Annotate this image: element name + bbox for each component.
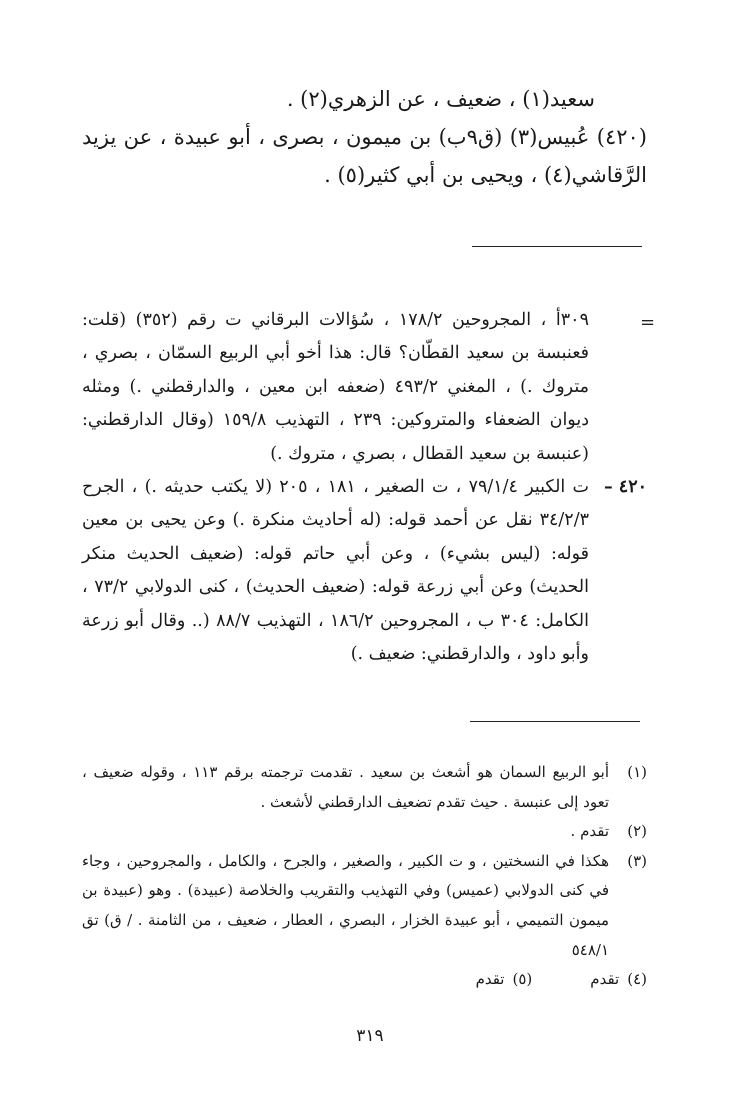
commentary bbox=[82, 304, 647, 671]
footnote-2 bbox=[82, 817, 647, 847]
footnote-3 bbox=[82, 847, 647, 965]
footnotes bbox=[82, 758, 647, 995]
footnote-text: أبو الربيع السمان هو أشعث بن سعيد . تقدمت ترجمته برقم ١١٣ ، وقوله ضعيف ، تعود إلى عنبسة . حيث تقدم تضعيف الدارقطني لأشعث . bbox=[82, 763, 609, 811]
footnote-text: تقدم . bbox=[570, 822, 609, 841]
footnote-4 bbox=[590, 965, 647, 995]
footnote-text: هكذا في النسختين ، و ت الكبير ، والصغير ، والجرح ، والكامل ، والمجروحين ، وجاء في كنى الدولابي (عميس) وفي التهذيب والتقريب والخلاصة (عبيدة) . وهو (عبيدة بن ميمون التميمي ، أبو عبيدة الخزار ، البصري ، العطار ، ضعيف ، من الثامنة . / ق) تق ٥٤٨/١ bbox=[82, 851, 609, 959]
footnote-number: (٣) bbox=[627, 851, 647, 870]
entry-number: (٤٢٠) bbox=[596, 125, 647, 149]
commentary-entry-420 bbox=[82, 471, 647, 671]
page-number: ٣١٩ bbox=[356, 1026, 384, 1046]
separator-rule bbox=[472, 246, 642, 247]
commentary-text: ت الكبير ٧٩/١/٤ ، ت الصغير ، ١٨١ ، ٢٠٥ (لا يكتب حديثه .) ، الجرح ٣٤/٢/٣ نقل عن أحمد قوله: (له أحاديث منكرة .) وعن يحيى بن معين قوله: (ليس بشيء) ، وعن أبي حاتم قوله: (ضعيف الحديث منكر الحديث) وعن أبي زرعة قوله: (ضعيف الحديث) ، كنى الدولابي ٧٣/٢ ، الكامل: ٣٠٤ ب ، المجروحين ١٨٦/٢ ، التهذيب ٨٨/٧ (.. وقال أبو زرعة وأبو داود ، والدارقطني: ضعيف .) bbox=[82, 477, 589, 665]
footnote-number: (٢) bbox=[627, 822, 647, 841]
commentary-text: ٣٠٩أ ، المجروحين ١٧٨/٢ ، سُؤالات البرقاني ت رقم (٣٥٢) (قلت: فعنبسة بن سعيد القطّان؟ قال: هذا أخو أبي الربيع السمّان ، بصري ، متروك .) ، المغني ٤٩٣/٢ (ضعفه ابن معين ، والدارقطني .) ومثله ديوان الضعفاء والمتروكين: ٢٣٩ ، التهذيب ١٥٩/٨ (وقال الدارقطني: (عنبسة بن سعيد القطال ، بصري ، متروك .) bbox=[82, 310, 590, 464]
commentary-number: ٤٢٠ – bbox=[603, 477, 647, 498]
footnote-text: تقدم bbox=[590, 970, 620, 989]
footnote-number: (٥) bbox=[512, 970, 533, 989]
main-entry-420 bbox=[82, 118, 647, 194]
main-text bbox=[82, 80, 647, 194]
main-line-continuation: سعيد(١) ، ضعيف ، عن الزهري(٢) . bbox=[286, 87, 595, 111]
footnote-number: (٤) bbox=[627, 970, 647, 989]
footnote-1 bbox=[82, 758, 647, 817]
footnote-text: تقدم bbox=[475, 970, 505, 989]
footnote-number: (١) bbox=[627, 763, 647, 781]
footnotes-4-5 bbox=[82, 965, 647, 995]
commentary-entry-continued bbox=[82, 304, 647, 471]
entry-text: عُبيس(٣) (ق٩ب) بن ميمون ، بصرى ، أبو عبيدة ، عن يزيد الرَّقاشي(٤) ، ويحيى بن أبي كثير(٥) . bbox=[82, 125, 647, 187]
footnote-separator bbox=[470, 721, 640, 722]
footnote-5 bbox=[476, 965, 533, 995]
continuation-mark: = bbox=[640, 312, 656, 333]
